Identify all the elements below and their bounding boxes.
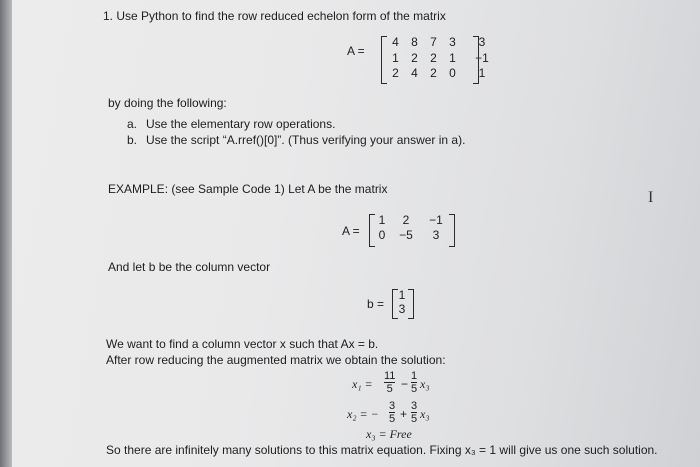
x3-line: x₃ = Free	[366, 427, 412, 441]
matrix-entry-r2-c2: −5	[399, 228, 413, 242]
matrix-entry-r2-c4: 1	[449, 50, 456, 65]
step-a-marker: a.	[127, 117, 138, 131]
numerator: 3	[389, 400, 396, 412]
matrix-entry-r2-c1: 0	[378, 228, 386, 242]
matrix-entry-r1-c3: 7	[430, 35, 437, 49]
vector-b	[396, 288, 408, 316]
matrix-entry-r3-c1: 2	[392, 66, 399, 80]
x2-fraction-2	[411, 400, 417, 425]
x2-tail: x₃	[420, 407, 430, 421]
matrix-entry-r1-c5: 3	[478, 35, 486, 49]
denominator: 5	[386, 383, 393, 395]
matrix-entry-r2-c3: 3	[432, 228, 440, 242]
problem-heading: 1. Use Python to find the row reduced echelon form of the matrix	[103, 9, 446, 23]
matrix-entry-r3-c4: 0	[449, 66, 456, 80]
by-doing-text: by doing the following:	[108, 96, 227, 110]
example-matrix	[373, 213, 451, 243]
matrix-entry-r3-c3: 2	[430, 66, 437, 80]
example-matrix-label: A =	[342, 224, 360, 238]
numerator: 11	[384, 370, 396, 382]
denominator: 5	[389, 413, 396, 425]
problem-matrix	[386, 35, 502, 82]
x1-label: x₁ =	[352, 377, 373, 391]
b-label: b =	[367, 297, 385, 311]
matrix-entry-r2-c2: 2	[411, 50, 418, 65]
x1-minus: −	[401, 377, 409, 391]
column-vector-line: And let b be the column vector	[108, 260, 271, 274]
matrix-entry-r3-c2: 4	[411, 66, 418, 80]
numerator: 1	[411, 370, 418, 382]
matrix-entry-r3-c5: 1	[478, 66, 486, 80]
matrix-entry-r1-c2: 2	[402, 213, 410, 227]
right-bracket	[408, 289, 414, 319]
step-b-marker: b.	[127, 133, 138, 147]
x2-plus: +	[400, 407, 408, 421]
step-b-text: Use the script “A.rref()[0]”. (Thus verifying your answer in a).	[146, 133, 466, 147]
numerator: 3	[411, 400, 418, 412]
matrix-entry-r2-c1: 1	[392, 50, 399, 65]
denominator: 5	[411, 383, 418, 395]
right-bracket	[473, 36, 479, 84]
conclusion-line: So there are infinitely many solutions to this matrix equation. Fixing x₃ = 1 will give us one such solution.	[106, 443, 658, 457]
text-cursor-icon: I	[648, 189, 654, 206]
denominator: 5	[411, 413, 418, 425]
x2-label: x₂ = −	[347, 407, 379, 421]
x1-fraction-2	[411, 370, 417, 395]
after-line: After row reducing the augmented matrix we obtain the solution:	[106, 353, 446, 367]
want-line: We want to find a column vector x such that Ax = b.	[106, 337, 379, 351]
problem-matrix-label: A =	[347, 44, 365, 58]
vector-entry-r1-c1: 1	[398, 288, 406, 302]
x2-fraction-1	[389, 400, 395, 425]
example-intro: EXAMPLE: (see Sample Code 1) Let A be the matrix	[108, 182, 388, 196]
x1-tail: x₃	[420, 377, 430, 391]
matrix-entry-r1-c4: 3	[449, 35, 456, 49]
matrix-entry-r1-c2: 8	[411, 35, 418, 49]
matrix-entry-r2-c3: 2	[430, 50, 437, 65]
matrix-entry-r1-c1: 1	[378, 213, 386, 227]
matrix-entry-r2-c5: −1	[475, 50, 489, 65]
matrix-entry-r1-c3: −1	[429, 213, 443, 227]
vector-entry-r2-c1: 3	[398, 302, 406, 316]
step-a-text: Use the elementary row operations.	[146, 117, 336, 131]
monitor-bezel	[0, 0, 12, 467]
x1-fraction-1	[384, 370, 395, 395]
right-bracket	[449, 214, 455, 247]
matrix-entry-r1-c1: 4	[392, 35, 399, 49]
